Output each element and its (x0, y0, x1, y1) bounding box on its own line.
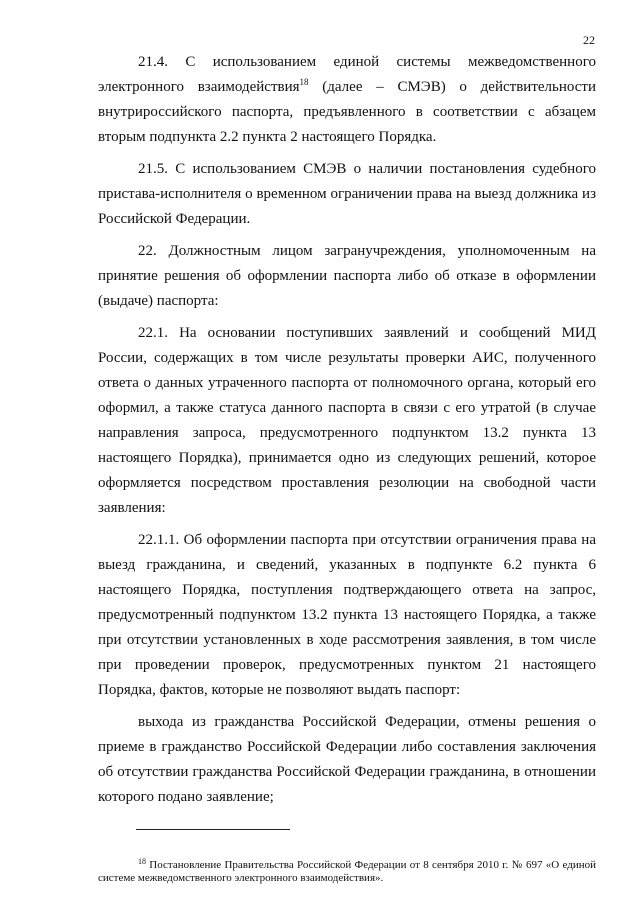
footnote-reference-18: 18 (299, 77, 309, 87)
document-body (98, 50, 596, 817)
footnote-text: Постановление Правительства Российской Федерации от 8 сентября 2010 г. № 697 «О единой системе межведомственного электронного взаимодействия». (98, 859, 596, 884)
paragraph-21-4 (98, 50, 596, 150)
paragraph-22-1-1: 22.1.1. Об оформлении паспорта при отсутствии ограничения права на выезд гражданина, и сведений, указанных в подпункте 6.2 пункта 6 настоящего Порядка, поступления подтверждающего ответа на запрос, предусмотренный подпунктом 13.2 пункта 13 настоящего Порядка, а также при отсутствии установленных в ходе рассмотрения заявления, в том числе при проведении проверок, предусмотренных пунктом 21 настоящего Порядка, фактов, которые не позволяют выдать паспорт: (98, 532, 596, 698)
paragraph-citizenship-exit: выхода из гражданства Российской Федерации, отмены решения о приеме в гражданство Российской Федерации либо составления заключения об отсутствии гражданства Российской Федерации гражданина, в отношении которого подано заявление; (98, 714, 596, 805)
footnote-mark: 18 (138, 857, 146, 866)
paragraph-21-4-text-continued: (далее – СМЭВ) о действительности внутрироссийского паспорта, предъявленного в соответствии с абзацем вторым подпункта 2.2 пункта 2 настоящего Порядка. (98, 79, 596, 145)
paragraph-22-1: 22.1. На основании поступивших заявлений и сообщений МИД России, содержащих в том числе результаты проверки АИС, полученного ответа о данных утраченного паспорта от полномочного органа, который его оформил, а также статуса данного паспорта в связи с его утратой (в случае направления запроса, предусмотренного подпунктом 13.2 пункта 13 настоящего Порядка), принимается одно из следующих решений, которое оформляется посредством проставления резолюции на свободной части заявления: (98, 325, 596, 516)
paragraph-21-5: 21.5. С использованием СМЭВ о наличии постановления судебного пристава-исполнителя о временном ограничении права на выезд должника из Российской Федерации. (98, 161, 596, 227)
footnote-18 (98, 859, 596, 885)
paragraph-22: 22. Должностным лицом загранучреждения, уполномоченным на принятие решения об оформлении паспорта либо об отказе в оформлении (выдаче) паспорта: (98, 243, 596, 309)
paragraph-21-4-text: 21.4. С использованием единой системы межведомственного электронного взаимодействия (98, 54, 596, 95)
footnote-divider (136, 829, 290, 830)
page-number: 22 (583, 33, 595, 47)
